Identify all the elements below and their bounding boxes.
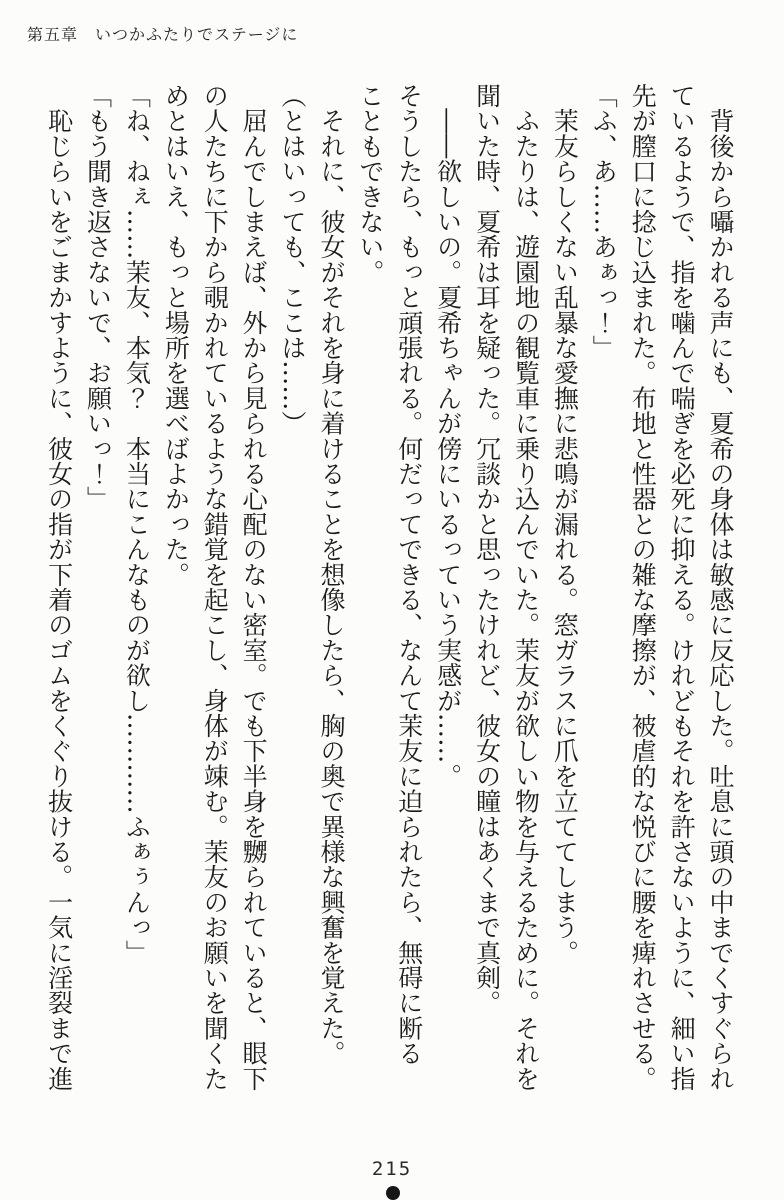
text-column: 聞いた時、夏希は耳を疑った。冗談かと思ったけれど、彼女の瞳はあくまで真剣。 (472, 83, 502, 1016)
text-column: ているようで、指を噛んで喘ぎを必死に抑える。けれどもそれを許さないように、細い指 (667, 83, 697, 1091)
text-column: 屈んでしまえば、外から見られる心配のない密室。でも下半身を嬲られていると、眼下 (239, 83, 269, 1091)
text-column: 茉友らしくない乱暴な愛撫に悲鳴が漏れる。窓ガラスに爪を立ててしまう。 (550, 83, 580, 965)
text-column: 背後から囁かれる声にも、夏希の身体は敏感に反応した。吐息に頭の中までくすぐられ (706, 83, 735, 1091)
text-column: の人たちに下から覗かれているような錯覚を起こし、身体が竦む。茉友のお願いを聞くた (200, 83, 230, 1091)
chapter-number: 第五章 (27, 25, 79, 44)
text-column: めとはいえ、もっと場所を選べばよかった。 (161, 83, 191, 587)
text-column: こともできない。 (355, 83, 385, 285)
text-column: 「もう聞き返さないで、お願いっ！」 (83, 83, 113, 512)
text-column: 「ね、ねぇ……茉友、本気？ 本当にこんなものが欲し…………ふぁぅんっ」 (122, 83, 152, 965)
text-column: それに、彼女がそれを身に着けることを想像したら、胸の奥で異様な興奮を覚えた。 (316, 83, 346, 1066)
chapter-title: いつかふたりでステージに (95, 25, 299, 44)
text-column: ふたりは、遊園地の観覧車に乗り込んでいた。茉友が欲しい物を与えるために。それを (511, 83, 541, 1092)
text-column: 先が膣口に捻じ込まれた。布地と性器との雑な摩擦が、被虐的な悦びに腰を痺れさせる。 (628, 83, 658, 1092)
body-text-block (39, 83, 739, 1099)
chapter-header (27, 22, 298, 45)
center-dot-marker (386, 1186, 400, 1200)
page-number: 215 (371, 1158, 413, 1180)
text-column: そうしたら、もっと頑張れる。何だってできる、なんて茉友に迫られたら、無碍に断る (394, 83, 424, 1066)
text-column: ――欲しいの。夏希ちゃんが傍にいるっていう実感が……。 (433, 83, 463, 789)
text-column: （とはいっても、ここは……） (278, 83, 308, 436)
text-column: 「ふ、あ……あぁっ！」 (589, 83, 619, 361)
text-column: 恥じらいをごまかすように、彼女の指が下着のゴムをくぐり抜ける。一気に淫裂まで進 (44, 83, 74, 1091)
